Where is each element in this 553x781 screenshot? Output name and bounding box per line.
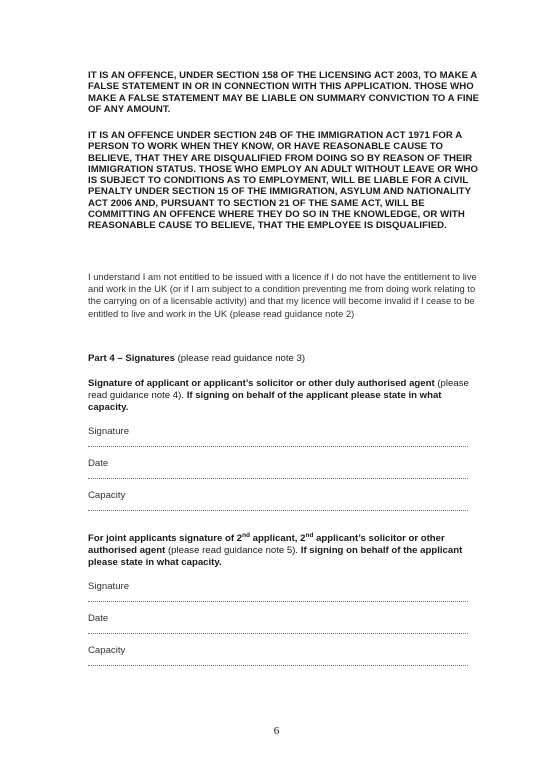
joint-date-label: Date <box>88 613 109 624</box>
part4-note: (please read guidance note 3) <box>174 353 306 364</box>
applicant-heading-note: (please read guidance note 4). <box>88 378 469 401</box>
applicant-signature-heading <box>88 378 480 414</box>
joint-heading-capacity: If signing on behalf of the applicant please state in what capacity. <box>88 545 463 568</box>
offence-statement-licensing: IT IS AN OFFENCE, UNDER SECTION 158 OF THE LICENSING ACT 2003, TO MAKE A FALSE STATEMENT IN OR IN CONNECTION WITH THIS APPLICATION. THOSE WHO MAKE A FALSE STATEMENT MAY BE LIABLE ON SUMMARY CONVICTION TO A FINE OF ANY AMOUNT. <box>88 70 480 115</box>
part4-heading <box>88 353 480 365</box>
joint-capacity-field[interactable] <box>88 665 468 666</box>
page-number: 6 <box>273 725 280 737</box>
joint-capacity-label: Capacity <box>88 645 126 656</box>
offence-statement-immigration: IT IS AN OFFENCE UNDER SECTION 24B OF THE IMMIGRATION ACT 1971 FOR A PERSON TO WORK WHEN THEY KNOW, OR HAVE REASONABLE CAUSE TO BELIEVE, THAT THEY ARE DISQUALIFIED FROM DOING SO BY REASON OF THEIR IMMIGRATION STATUS. THOSE WHO EMPLOY AN ADULT WITHOUT LEAVE OR WHO IS SUBJECT TO CONDITIONS AS TO EMPLOYMENT, WILL BE LIABLE FOR A CIVIL PENALTY UNDER SECTION 15 OF THE IMMIGRATION, ASYLUM AND NATIONALITY ACT 2006 AND, PURSUANT TO SECTION 21 OF THE SAME ACT, WILL BE COMMITTING AN OFFENCE WHERE THEY DO SO IN THE KNOWLEDGE, OR WITH REASONABLE CAUSE TO BELIEVE, THAT THE EMPLOYEE IS DISQUALIFIED. <box>88 130 479 232</box>
applicant-signature-label: Signature <box>88 426 130 437</box>
applicant-date-field[interactable] <box>88 478 468 479</box>
joint-date-field[interactable] <box>88 633 468 634</box>
applicant-signature-field[interactable] <box>88 446 468 447</box>
entitlement-statement: I understand I am not entitled to be issued with a licence if I do not have the entitlement to live and work in the UK (or if I am subject to a condition preventing me from doing work relating to the carrying on of a licensable activity) and that my licence will become invalid if I cease to be entitled to live and work in the UK (please read guidance note 2) <box>88 271 477 319</box>
joint-signature-field[interactable] <box>88 601 468 602</box>
applicant-heading-bold: Signature of applicant or applicant’s solicitor or other duly authorised agent <box>88 378 435 389</box>
joint-heading-part1: For joint applicants signature of 2nd applicant, 2nd applicant’s solicitor or other authorised agent <box>88 531 445 556</box>
applicant-date-label: Date <box>88 458 109 469</box>
joint-signature-label: Signature <box>88 581 130 592</box>
applicant-capacity-label: Capacity <box>88 490 126 501</box>
joint-applicant-heading <box>88 533 480 569</box>
applicant-heading-capacity: If signing on behalf of the applicant please state in what capacity. <box>88 390 442 413</box>
applicant-capacity-field[interactable] <box>88 510 468 511</box>
part4-title: Part 4 – Signatures <box>88 353 175 364</box>
joint-heading-note: (please read guidance note 5). <box>165 545 301 556</box>
